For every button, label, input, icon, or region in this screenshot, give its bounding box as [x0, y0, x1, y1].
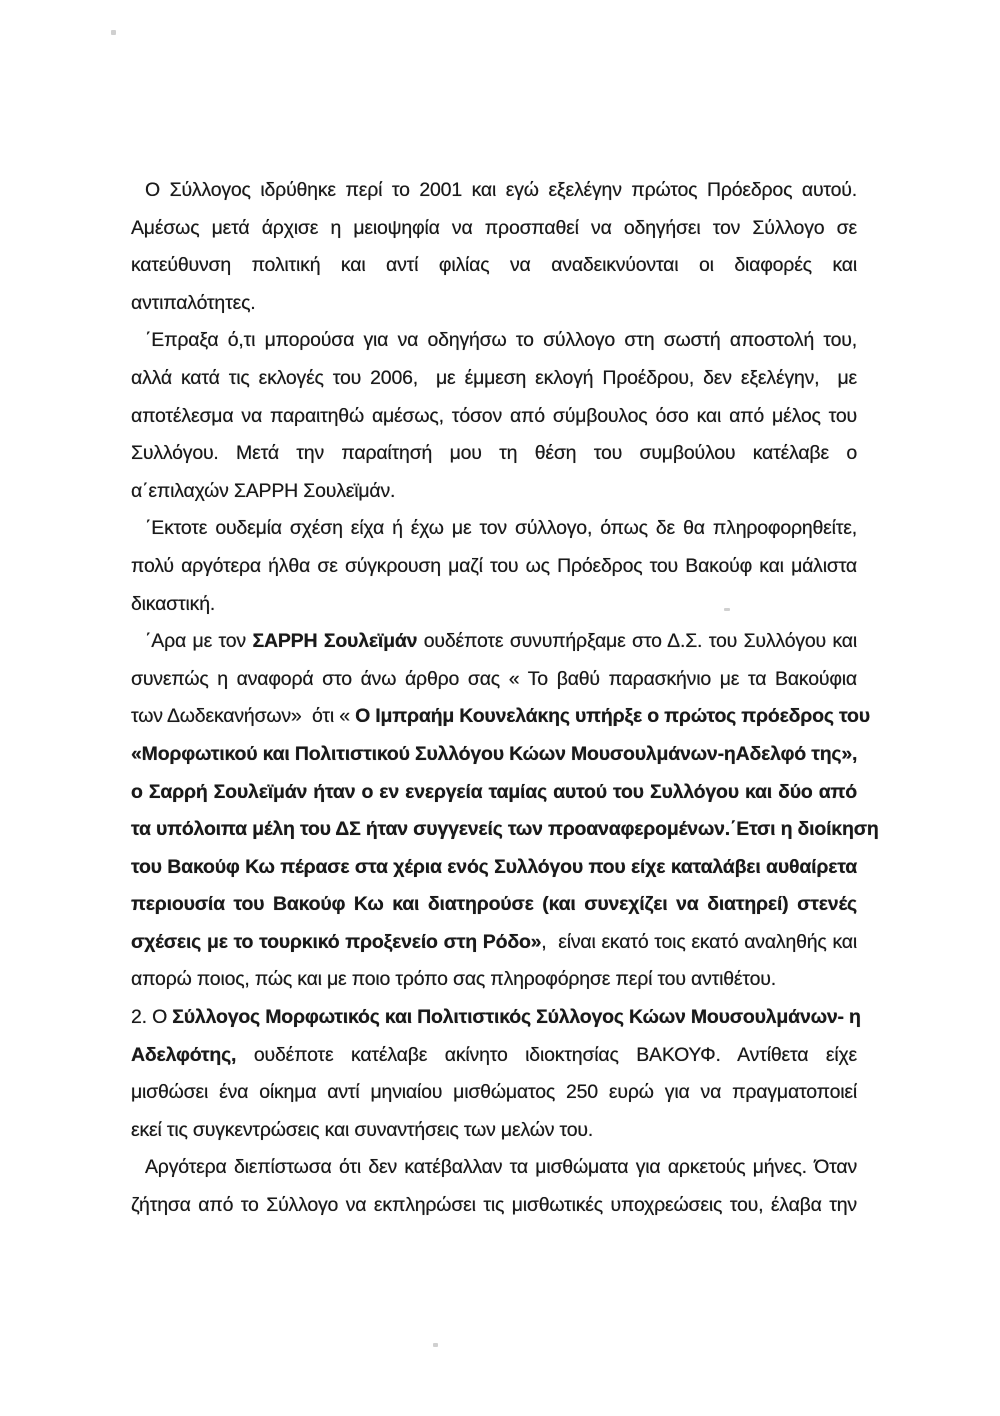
text-run: μισθώσει ένα οίκημα αντί μηνιαίου μισθώματος 250 ευρώ για να πραγματοποιεί [131, 1081, 857, 1104]
text-line [131, 736, 857, 774]
text-line [131, 473, 857, 511]
text-run: πολύ αργότερα ήλθα σε σύγκρουση μαζί του ως Πρόεδρος του Βακούφ και μάλιστα [131, 554, 857, 577]
text-line [131, 510, 857, 548]
text-run: ΄Εκτοτε ουδεμία σχέση είχα ή έχω με τον σύλλογο, όπως δε θα πληροφορηθείτε, [145, 517, 857, 540]
text-run: αποτέλεσμα να παραιτηθώ αμέσως, τόσον από σύμβουλος όσο και από μέλος του [131, 404, 857, 427]
scan-speck [111, 30, 116, 35]
text-line [131, 774, 857, 812]
text-run: ουδέποτε συνυπήρξαμε στο Δ.Σ. του Συλλόγου και [417, 630, 857, 653]
text-run: , είναι εκατό τοις εκατό αναληθής και [541, 930, 857, 953]
text-line [131, 548, 857, 586]
bold-text-run: «Μορφωτικού και Πολιτιστικού Συλλόγου Κώων Μουσουλμάνων-ηΑδελφό της», [131, 742, 858, 765]
text-run: απορώ ποιος, πώς και με ποιο τρόπο σας πληροφόρησε περί του αντιθέτου. [131, 968, 776, 991]
bold-text-run: σχέσεις με το τουρκικό προξενείο στη Ρόδο» [131, 930, 542, 953]
text-line [131, 698, 870, 736]
text-run: αντιπαλότητες. [131, 291, 256, 314]
text-line [131, 322, 857, 360]
text-run: εκεί τις συγκεντρώσεις και συναντήσεις των μελών του. [131, 1118, 594, 1141]
text-run: ΄Αρα με τον [145, 630, 253, 653]
text-run: ουδέποτε κατέλαβε ακίνητο ιδιοκτησίας ΒΑΚΟΥΦ. Αντίθετα είχε [236, 1043, 857, 1066]
bold-text-run: Ο Ιμπραήμ Κουνελάκης υπήρξε ο πρώτος πρόεδρος του [355, 705, 870, 728]
text-run: Συλλόγου. Μετά την παραίτησή μου τη θέση του συμβούλου κατέλαβε ο [131, 442, 857, 465]
bold-text-run: ΣΑΡΡΗ Σουλεϊμάν [252, 630, 418, 653]
text-run: ΄Επραξα ό,τι μπορούσα για να οδηγήσω το σύλλογο στη σωστή αποστολή του, [145, 329, 857, 352]
text-line [131, 1074, 857, 1112]
text-line [131, 586, 857, 624]
text-line [131, 623, 857, 661]
text-line [131, 886, 857, 924]
text-run: 2. Ο [131, 1006, 173, 1029]
scan-speck [433, 1343, 438, 1347]
text-line [131, 1112, 857, 1150]
text-run: Ο Σύλλογος ιδρύθηκε περί το 2001 και εγώ εξελέγην πρώτος Πρόεδρος αυτού. [145, 179, 857, 201]
text-line [131, 172, 857, 210]
text-line [131, 435, 857, 473]
text-line [131, 924, 857, 962]
text-line [131, 398, 857, 436]
text-run: συνεπώς η αναφορά στο άνω άρθρο σας « Το βαθύ παρασκήνιο με τα Βακούφια [131, 667, 857, 690]
text-line [131, 1187, 857, 1225]
text-line [131, 1149, 857, 1187]
text-line [131, 961, 857, 999]
text-line [131, 999, 861, 1037]
text-line [131, 661, 857, 699]
text-run: κατεύθυνση πολιτική και αντί φιλίας να αναδεικνύονται οι διαφορές και [131, 254, 857, 277]
text-line [131, 210, 857, 248]
text-line [131, 849, 857, 887]
text-run: αλλά κατά τις εκλογές του 2006, με έμμεση εκλογή Προέδρου, δεν εξελέγην, με [131, 366, 857, 389]
text-line [131, 811, 879, 849]
scan-speck [724, 608, 730, 611]
bold-text-run: τα υπόλοιπα μέλη του ΔΣ ήταν συγγενείς των προαναφερομένων.΄Ετσι η διοίκηση [131, 818, 879, 841]
text-run: των Δωδεκανήσων» ότι « [131, 705, 356, 728]
text-run: Αργότερα διεπίστωσα ότι δεν κατέβαλλαν τα μισθώματα για αρκετούς μήνες. Όταν [145, 1156, 857, 1179]
bold-text-run: του Βακούφ Κω πέρασε στα χέρια ενός Συλλόγου που είχε καταλάβει αυθαίρετα [131, 855, 857, 878]
text-line [131, 360, 857, 398]
bold-text-run: Αδελφότης, [131, 1043, 237, 1066]
text-line [131, 247, 857, 285]
text-line [131, 1037, 857, 1075]
document-text [131, 172, 879, 1225]
text-run: α΄επιλαχών ΣΑΡΡΗ Σουλεϊμάν. [131, 479, 396, 502]
bold-text-run: περιουσία του Βακούφ Κω και διατηρούσε (και συνεχίζει να διατηρεί) στενές [131, 893, 857, 916]
text-run: Αμέσως μετά άρχισε η μειοψηφία να προσπαθεί να οδηγήσει τον Σύλλογο σε [131, 216, 857, 239]
text-run: ζήτησα από το Σύλλογο να εκπληρώσει τις μισθωτικές υποχρεώσεις του, έλαβα την [131, 1194, 857, 1217]
bold-text-run: ο Σαρρή Σουλεϊμάν ήταν ο εν ενεργεία ταμίας αυτού του Συλλόγου και δύο από [131, 780, 857, 803]
bold-text-run: Σύλλογος Μορφωτικός και Πολιτιστικός Σύλλογος Κώων Μουσουλμάνων- η [172, 1006, 861, 1029]
text-line [131, 285, 857, 323]
text-run: δικαστική. [131, 592, 216, 615]
